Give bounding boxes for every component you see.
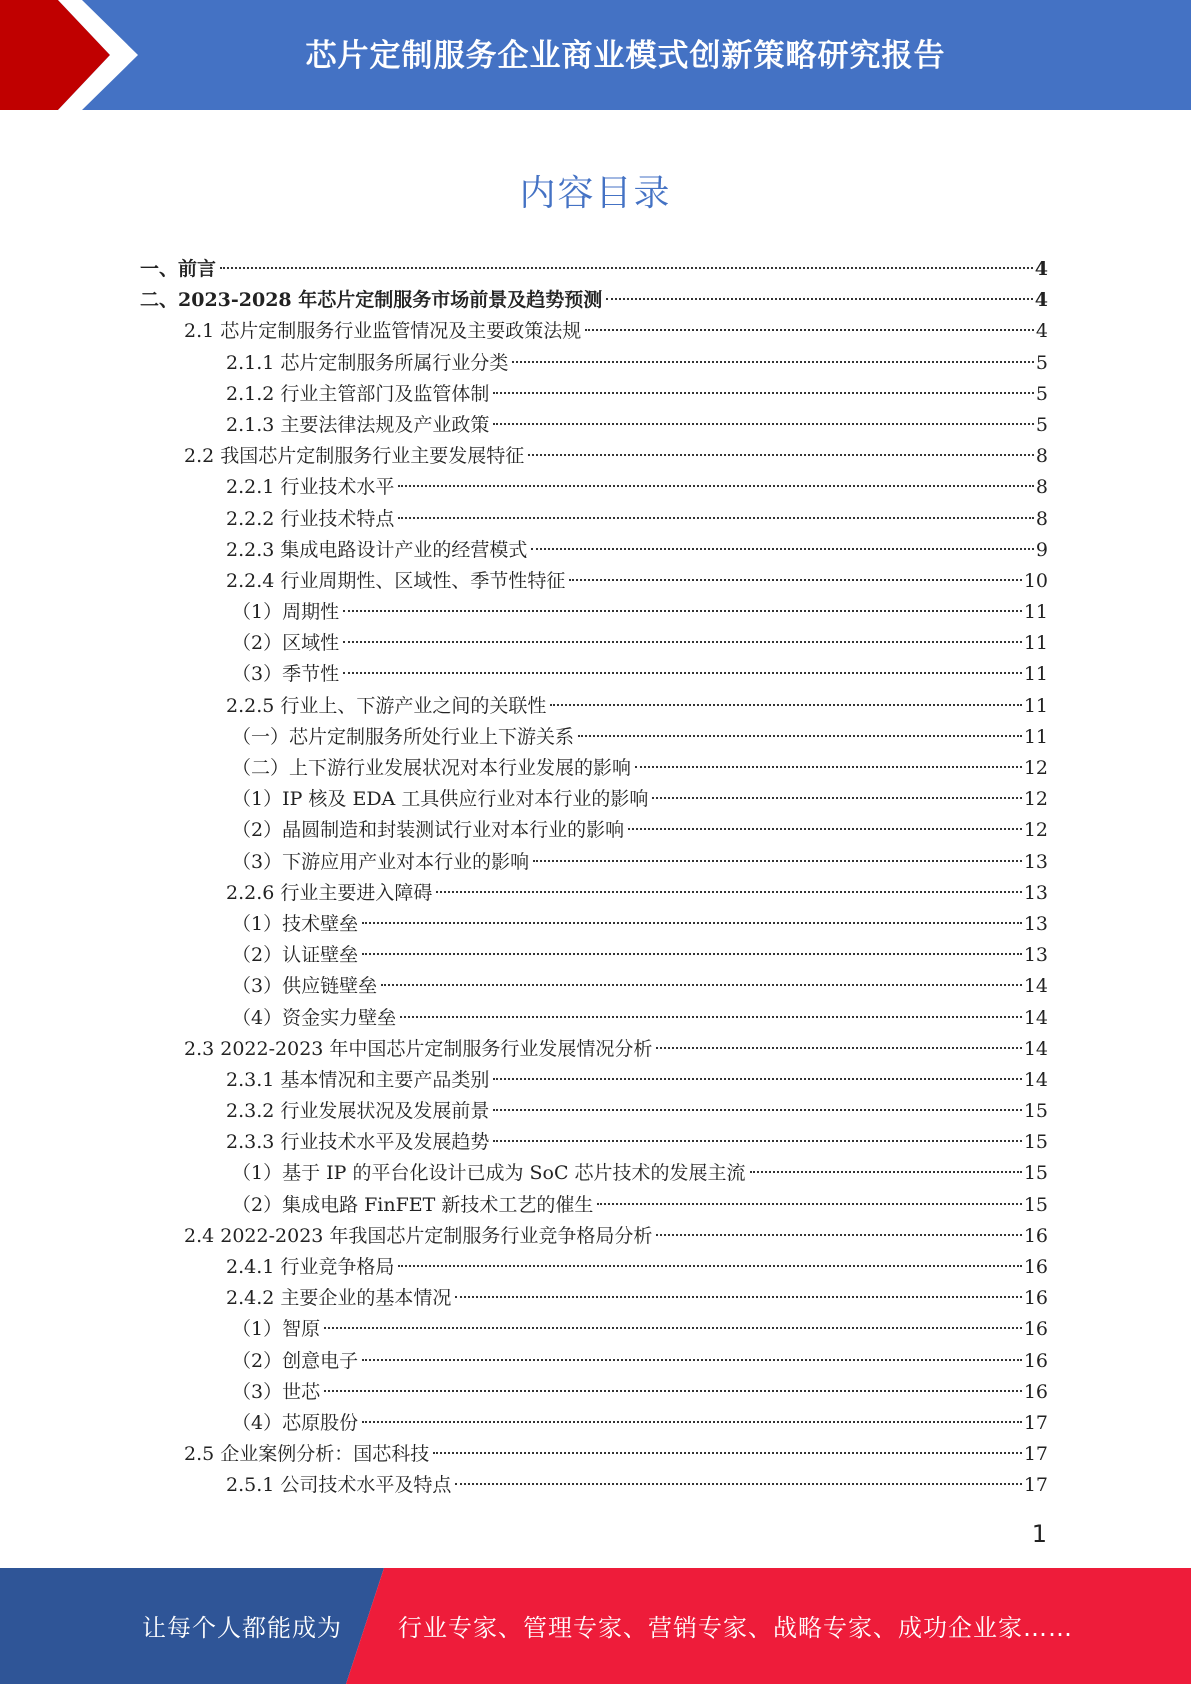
toc-dot-leader <box>578 735 1022 737</box>
toc-entry-page: 16 <box>1023 1349 1048 1372</box>
toc-dot-leader <box>493 1140 1021 1142</box>
toc-entry[interactable] <box>140 472 1048 503</box>
page-number: 1 <box>1031 1520 1047 1548</box>
toc-dot-leader <box>531 548 1034 550</box>
toc-entry-label: （1）技术壁垒 <box>232 912 359 935</box>
toc-entry-page: 14 <box>1023 1068 1048 1091</box>
toc-dot-leader <box>398 517 1034 519</box>
toc-entry-label: （4）资金实力壁垒 <box>232 1006 397 1029</box>
toc-dot-leader <box>533 860 1022 862</box>
toc-dot-leader <box>585 329 1034 331</box>
toc-entry-page: 11 <box>1023 694 1048 717</box>
toc-entry-page: 5 <box>1035 351 1048 374</box>
toc-entry[interactable] <box>140 410 1048 441</box>
table-of-contents <box>140 254 1048 1502</box>
toc-entry[interactable] <box>140 1408 1048 1439</box>
toc-entry-label: （1）基于 IP 的平台化设计已成为 SoC 芯片技术的发展主流 <box>232 1162 746 1185</box>
toc-entry-page: 15 <box>1023 1100 1048 1123</box>
toc-dot-leader <box>569 579 1021 581</box>
toc-entry-label: 2.2.3 集成电路设计产业的经营模式 <box>226 538 528 561</box>
toc-entry[interactable] <box>140 1221 1048 1252</box>
toc-entry[interactable] <box>140 597 1048 628</box>
toc-entry-label: 2.3.1 基本情况和主要产品类别 <box>226 1068 490 1091</box>
toc-entry-label: （3）世芯 <box>232 1380 321 1403</box>
toc-entry[interactable] <box>140 566 1048 597</box>
toc-entry[interactable] <box>140 1065 1048 1096</box>
toc-dot-leader <box>528 454 1034 456</box>
toc-dot-leader <box>362 922 1022 924</box>
toc-entry-label: （3）季节性 <box>232 663 340 686</box>
toc-dot-leader <box>635 766 1022 768</box>
toc-entry-label: 2.5 企业案例分析：国芯科技 <box>184 1443 430 1466</box>
toc-dot-leader <box>628 828 1022 830</box>
toc-entry[interactable] <box>140 504 1048 535</box>
toc-entry-label: 2.4.2 主要企业的基本情况 <box>226 1287 452 1310</box>
toc-dot-leader <box>220 267 1033 269</box>
toc-entry[interactable] <box>140 1470 1048 1501</box>
toc-dot-leader <box>324 1327 1022 1329</box>
toc-entry-page: 10 <box>1023 569 1048 592</box>
toc-entry-label: 2.4 2022-2023 年我国芯片定制服务行业竞争格局分析 <box>184 1224 653 1247</box>
toc-entry[interactable] <box>140 815 1048 846</box>
toc-entry[interactable] <box>140 379 1048 410</box>
toc-dot-leader <box>493 423 1034 425</box>
toc-entry-page: 16 <box>1023 1287 1048 1310</box>
toc-entry-label: 2.2.2 行业技术特点 <box>226 507 395 530</box>
toc-entry[interactable] <box>140 441 1048 472</box>
toc-entry-page: 4 <box>1034 289 1048 312</box>
toc-dot-leader <box>324 1390 1022 1392</box>
toc-entry-page: 15 <box>1023 1162 1048 1185</box>
toc-dot-leader <box>455 1296 1021 1298</box>
toc-entry-label: （3）供应链壁垒 <box>232 975 378 998</box>
toc-dot-leader <box>493 1078 1021 1080</box>
toc-entry[interactable] <box>140 348 1048 379</box>
toc-dot-leader <box>362 1359 1022 1361</box>
toc-entry-label: （2）区域性 <box>232 632 340 655</box>
toc-entry[interactable] <box>140 1158 1048 1189</box>
toc-dot-leader <box>455 1483 1021 1485</box>
toc-entry-label: 一、前言 <box>140 258 217 280</box>
toc-entry-page: 16 <box>1023 1318 1048 1341</box>
toc-dot-leader <box>381 984 1022 986</box>
page-header <box>0 0 1191 110</box>
toc-entry-page: 15 <box>1023 1131 1048 1154</box>
toc-entry-page: 11 <box>1023 725 1048 748</box>
toc-entry-page: 16 <box>1023 1256 1048 1278</box>
footer-slogan-left: 让每个人都能成为 <box>142 1614 342 1642</box>
toc-entry-page: 16 <box>1023 1380 1048 1403</box>
toc-entry-page: 11 <box>1023 632 1048 655</box>
toc-entry-page: 4 <box>1034 258 1048 280</box>
toc-entry-page: 4 <box>1035 320 1048 343</box>
toc-entry-label: （3）下游应用产业对本行业的影响 <box>232 850 530 873</box>
toc-entry-page: 11 <box>1023 601 1048 624</box>
toc-entry-label: 2.2.5 行业上、下游产业之间的关联性 <box>226 694 547 717</box>
toc-entry-label: （2）晶圆制造和封装测试行业对本行业的影响 <box>232 819 625 842</box>
toc-entry-label: （2）认证壁垒 <box>232 944 359 967</box>
toc-entry[interactable] <box>140 1377 1048 1408</box>
toc-dot-leader <box>362 1421 1022 1423</box>
toc-entry[interactable] <box>140 659 1048 690</box>
toc-entry[interactable] <box>140 878 1048 909</box>
toc-dot-leader <box>656 1234 1021 1236</box>
toc-entry-page: 15 <box>1023 1193 1048 1216</box>
toc-entry[interactable] <box>140 1190 1048 1221</box>
toc-dot-leader <box>436 891 1021 893</box>
toc-entry[interactable] <box>140 316 1048 347</box>
toc-entry-label: （4）芯原股份 <box>232 1411 359 1434</box>
toc-entry-page: 13 <box>1023 850 1048 873</box>
toc-entry[interactable] <box>140 1096 1048 1127</box>
toc-entry-page: 17 <box>1023 1411 1048 1434</box>
toc-entry-page: 17 <box>1023 1443 1048 1466</box>
toc-entry-label: 2.3.2 行业发展状况及发展前景 <box>226 1100 490 1123</box>
toc-entry-label: 2.2 我国芯片定制服务行业主要发展特征 <box>184 445 525 468</box>
toc-entry-page: 14 <box>1023 1037 1048 1060</box>
toc-entry[interactable] <box>140 909 1048 940</box>
toc-entry-label: 2.2.6 行业主要进入障碍 <box>226 881 433 904</box>
toc-entry-page: 8 <box>1035 507 1048 530</box>
toc-dot-leader <box>493 392 1034 394</box>
toc-entry-page: 13 <box>1023 912 1048 935</box>
toc-entry-page: 13 <box>1023 944 1048 967</box>
toc-entry-label: （二）上下游行业发展状况对本行业发展的影响 <box>232 757 632 779</box>
toc-entry[interactable] <box>140 847 1048 878</box>
toc-entry-page: 16 <box>1023 1224 1048 1247</box>
toc-entry-label: 2.3 2022-2023 年中国芯片定制服务行业发展情况分析 <box>184 1037 653 1060</box>
toc-entry-label: 2.1 芯片定制服务行业监管情况及主要政策法规 <box>184 320 582 343</box>
toc-dot-leader <box>606 298 1033 300</box>
toc-dot-leader <box>512 361 1034 363</box>
toc-entry[interactable] <box>140 628 1048 659</box>
toc-entry[interactable] <box>140 535 1048 566</box>
toc-entry-label: 二、2023-2028 年芯片定制服务市场前景及趋势预测 <box>140 289 603 312</box>
toc-entry-label: 2.1.2 行业主管部门及监管体制 <box>226 382 490 405</box>
toc-dot-leader <box>550 704 1021 706</box>
toc-entry-page: 11 <box>1023 663 1048 686</box>
toc-entry-page: 5 <box>1035 413 1048 436</box>
toc-entry-label: 2.2.1 行业技术水平 <box>226 476 395 499</box>
toc-dot-leader <box>750 1171 1022 1173</box>
toc-dot-leader <box>493 1109 1021 1111</box>
toc-entry-page: 9 <box>1035 538 1048 561</box>
toc-entry[interactable] <box>140 971 1048 1002</box>
page-footer <box>0 1568 1191 1684</box>
toc-entry[interactable] <box>140 1346 1048 1377</box>
toc-entry-page: 8 <box>1035 476 1048 499</box>
toc-dot-leader <box>652 797 1021 799</box>
toc-entry-label: （1）IP 核及 EDA 工具供应行业对本行业的影响 <box>232 788 649 811</box>
toc-entry-label: （一）芯片定制服务所处行业上下游关系 <box>232 725 575 748</box>
toc-entry-label: （1）智原 <box>232 1318 321 1341</box>
toc-entry[interactable] <box>140 691 1048 722</box>
toc-entry[interactable] <box>140 722 1048 753</box>
toc-entry[interactable] <box>140 1127 1048 1158</box>
report-title: 芯片定制服务企业商业模式创新策略研究报告 <box>305 38 946 74</box>
toc-entry-label: 2.4.1 行业竞争格局 <box>226 1256 395 1278</box>
toc-entry-label: （1）周期性 <box>232 601 340 624</box>
toc-entry[interactable] <box>140 1439 1048 1470</box>
toc-entry-label: （2）集成电路 FinFET 新技术工艺的催生 <box>232 1193 594 1216</box>
toc-entry[interactable] <box>140 1003 1048 1034</box>
toc-entry-page: 12 <box>1023 819 1048 842</box>
toc-entry[interactable] <box>140 940 1048 971</box>
toc-entry-page: 12 <box>1023 757 1048 779</box>
toc-entry-label: 2.2.4 行业周期性、区域性、季节性特征 <box>226 569 566 592</box>
toc-entry-label: （2）创意电子 <box>232 1349 359 1372</box>
toc-dot-leader <box>343 610 1022 612</box>
toc-entry[interactable] <box>140 1314 1048 1345</box>
toc-entry-page: 12 <box>1023 788 1048 811</box>
toc-entry-label: 2.5.1 公司技术水平及特点 <box>226 1474 452 1497</box>
toc-entry[interactable] <box>140 1283 1048 1314</box>
toc-entry-label: 2.3.3 行业技术水平及发展趋势 <box>226 1131 490 1154</box>
toc-entry[interactable] <box>140 753 1048 784</box>
toc-entry[interactable] <box>140 1034 1048 1065</box>
toc-entry[interactable] <box>140 1252 1048 1283</box>
toc-dot-leader <box>398 485 1034 487</box>
toc-entry[interactable] <box>140 285 1048 316</box>
toc-entry-label: 2.1.1 芯片定制服务所属行业分类 <box>226 351 509 374</box>
toc-entry-label: 2.1.3 主要法律法规及产业政策 <box>226 413 490 436</box>
toc-entry-page: 5 <box>1035 382 1048 405</box>
toc-entry-page: 8 <box>1035 445 1048 468</box>
toc-dot-leader <box>343 672 1022 674</box>
toc-dot-leader <box>400 1016 1022 1018</box>
toc-dot-leader <box>597 1203 1021 1205</box>
toc-entry-page: 13 <box>1023 881 1048 904</box>
toc-entry[interactable] <box>140 784 1048 815</box>
toc-dot-leader <box>362 953 1022 955</box>
toc-entry-page: 14 <box>1023 975 1048 998</box>
toc-dot-leader <box>398 1265 1021 1267</box>
toc-entry-page: 14 <box>1023 1006 1048 1029</box>
toc-heading: 内容目录 <box>519 173 672 214</box>
toc-entry-page: 17 <box>1023 1474 1048 1497</box>
toc-dot-leader <box>656 1047 1021 1049</box>
footer-slogan-right: 行业专家、管理专家、营销专家、战略专家、成功企业家…… <box>398 1614 1073 1642</box>
toc-entry[interactable] <box>140 254 1048 285</box>
toc-dot-leader <box>343 641 1022 643</box>
toc-dot-leader <box>433 1452 1022 1454</box>
